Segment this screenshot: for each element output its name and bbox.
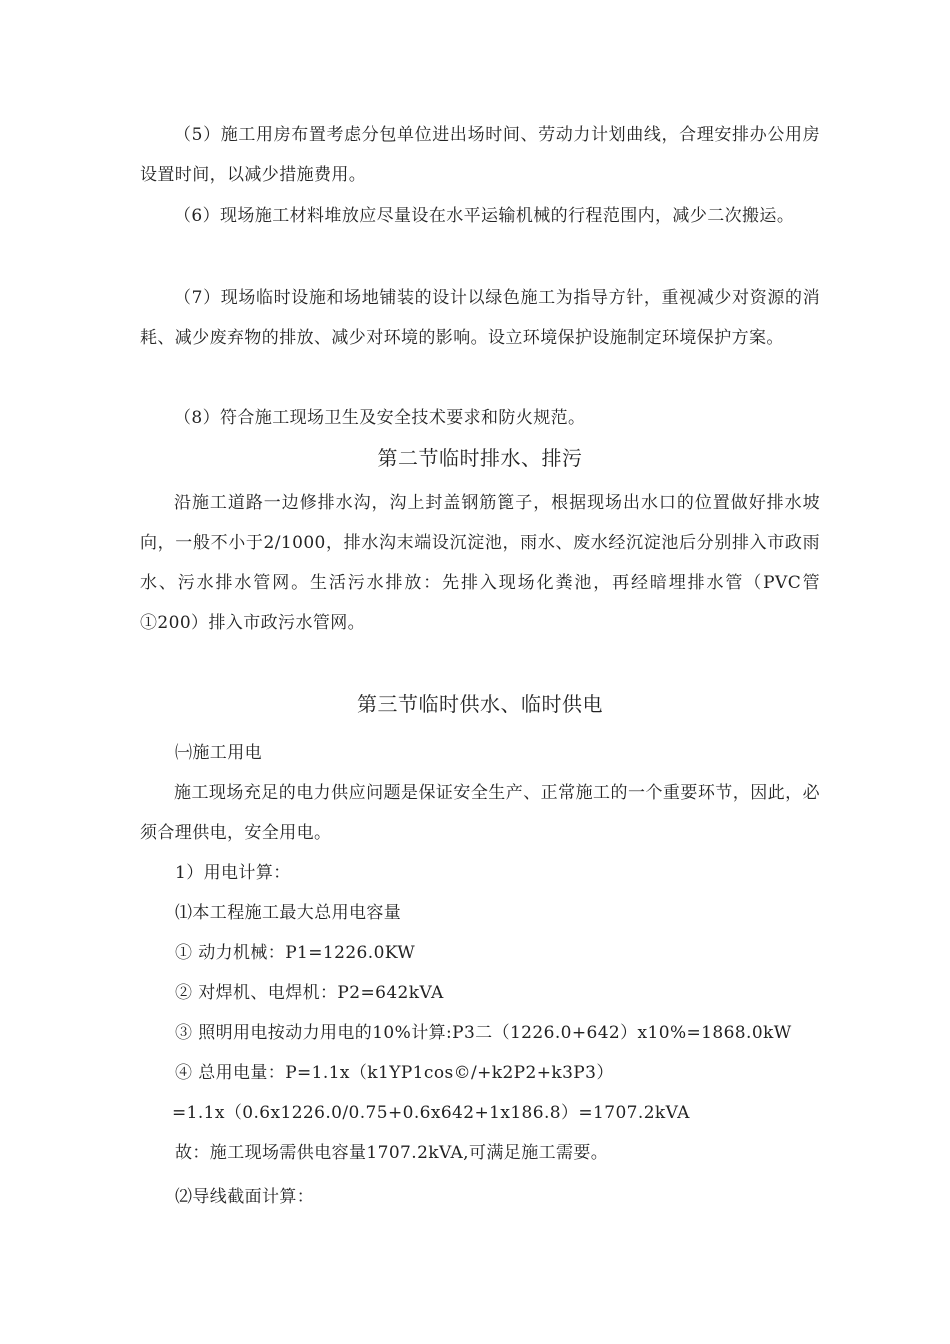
calc-item-2: ⑵导线截面计算： bbox=[175, 1187, 315, 1207]
section-3-title: 第三节临时供水、临时供电 bbox=[357, 692, 603, 716]
paragraph-6: （6）现场施工材料堆放应尽量设在水平运输机械的行程范围内，减少二次搬运。 bbox=[174, 206, 795, 226]
calc-conclusion: 故：施工现场需供电容量1707.2kVA,可满足施工需要。 bbox=[175, 1143, 609, 1163]
calc-line-5: =1.1x（0.6x1226.0/0.75+0.6x642+1x186.8）=1707.2kVA bbox=[172, 1103, 690, 1123]
section-2-title: 第二节临时排水、排污 bbox=[377, 446, 583, 470]
calc-line-2: ② 对焊机、电焊机：P2=642kVA bbox=[175, 983, 444, 1003]
section-2-body: 沿施工道路一边修排水沟，沟上封盖钢筋篦子，根据现场出水口的位置做好排水坡向，一般不小于2/1000，排水沟末端设沉淀池，雨水、废水经沉淀池后分别排入市政雨水、污水排水管网。生活污水排放：先排入现场化粪池，再经暗埋排水管（PVC管①200）排入市政污水管网。 bbox=[140, 493, 820, 633]
paragraph-8: （8）符合施工现场卫生及安全技术要求和防火规范。 bbox=[174, 408, 586, 428]
calc-title: 1）用电计算： bbox=[175, 863, 291, 883]
subsection-heading: ㈠施工用电 bbox=[175, 743, 262, 763]
calc-line-4: ④ 总用电量：P=1.1x（k1YP1cos©/+k2P2+k3P3） bbox=[175, 1063, 614, 1083]
paragraph-7: （7）现场临时设施和场地铺装的设计以绿色施工为指导方针，重视减少对资源的消耗、减少废弃物的排放、减少对环境的影响。设立环境保护设施制定环境保护方案。 bbox=[140, 288, 820, 348]
paragraph-5: （5）施工用房布置考虑分包单位进出场时间、劳动力计划曲线，合理安排办公用房设置时间，以减少措施费用。 bbox=[140, 125, 820, 185]
subsection-body: 施工现场充足的电力供应问题是保证安全生产、正常施工的一个重要环节，因此，必须合理供电，安全用电。 bbox=[140, 783, 820, 843]
calc-line-1: ① 动力机械：P1=1226.0KW bbox=[175, 943, 416, 963]
calc-line-3: ③ 照明用电按动力用电的10%计算:P3二（1226.0+642）x10%=1868.0kW bbox=[175, 1023, 792, 1043]
calc-item-1: ⑴本工程施工最大总用电容量 bbox=[175, 903, 402, 923]
